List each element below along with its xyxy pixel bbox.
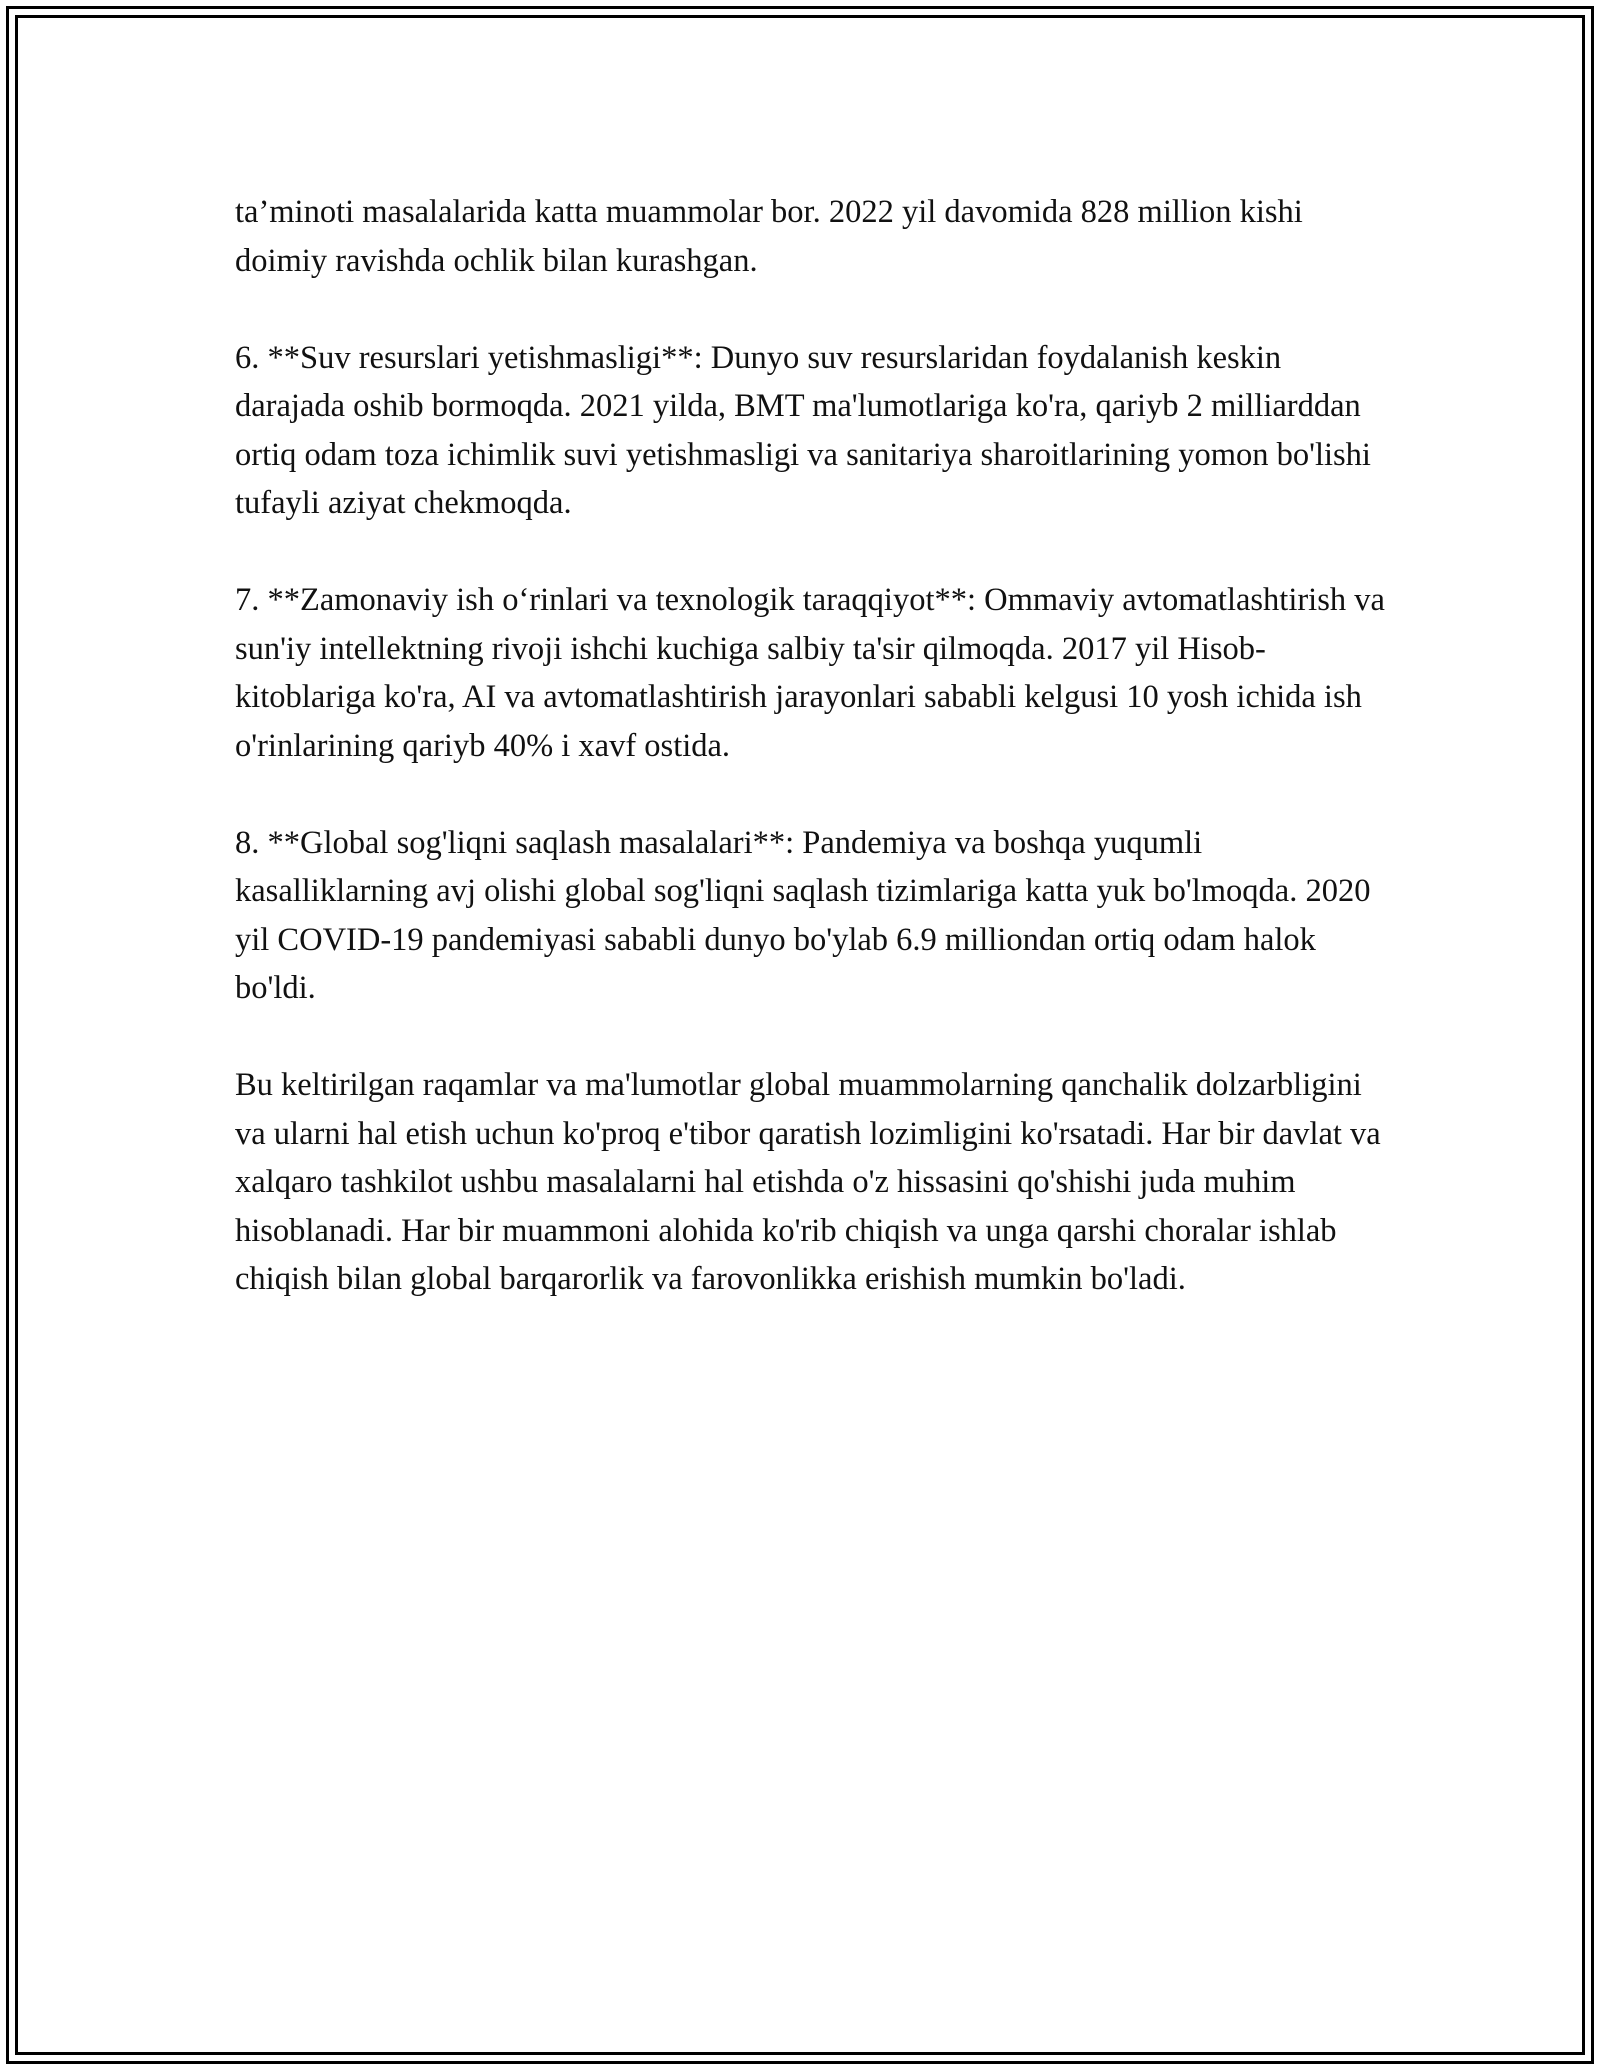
- document-body: [235, 188, 1385, 1304]
- paragraph-water-resources: 6. **Suv resurslari yetishmasligi**: Dunyo suv resurslaridan foydalanish keskin darajada oshib bormoqda. 2021 yilda, BMT ma'lumotlariga ko'ra, qariyb 2 milliarddan ortiq odam toza ichimlik suvi yetishmasligi va sanitariya sharoitlarining yomon bo'lishi tufayli aziyat chekmoqda.: [235, 339, 1371, 521]
- paragraph-global-health: 8. **Global sog'liqni saqlash masalalari**: Pandemiya va boshqa yuqumli kasalliklarning avj olishi global sog'liqni saqlash tizimlariga katta yuk bo'lmoqda. 2020 yil COVID-19 pandemiyasi sababli dunyo bo'ylab 6.9 milliondan ortiq odam halok bo'ldi.: [235, 824, 1371, 1006]
- paragraph-modern-jobs-technology: 7. **Zamonaviy ish o‘rinlari va texnologik taraqqiyot**: Ommaviy avtomatlashtirish va sun'iy intellektning rivoji ishchi kuchiga salbiy ta'sir qilmoqda. 2017 yil Hisob-kitoblariga ko'ra, AI va avtomatlashtirish jarayonlari sababli kelgusi 10 yosh ichida ish o'rinlarining qariyb 40% i xavf ostida.: [235, 582, 1385, 764]
- paragraph-food-security-continuation: ta’minoti masalalarida katta muammolar bor. 2022 yil davomida 828 million kishi doimiy ravishda ochlik bilan kurashgan.: [235, 194, 1303, 279]
- paragraph-conclusion: Bu keltirilgan raqamlar va ma'lumotlar global muammolarning qanchalik dolzarbligini va ularni hal etish uchun ko'proq e'tibor qaratish lozimligini ko'rsatadi. Har bir davlat va xalqaro tashkilot ushbu masalalarni hal etishda o'z hissasini qo'shishi juda muhim hisoblanadi. Har bir muammoni alohida ko'rib chiqish va unga qarshi choralar ishlab chiqish bilan global barqarorlik va farovonlikka erishish mumkin bo'ladi.: [235, 1067, 1381, 1297]
